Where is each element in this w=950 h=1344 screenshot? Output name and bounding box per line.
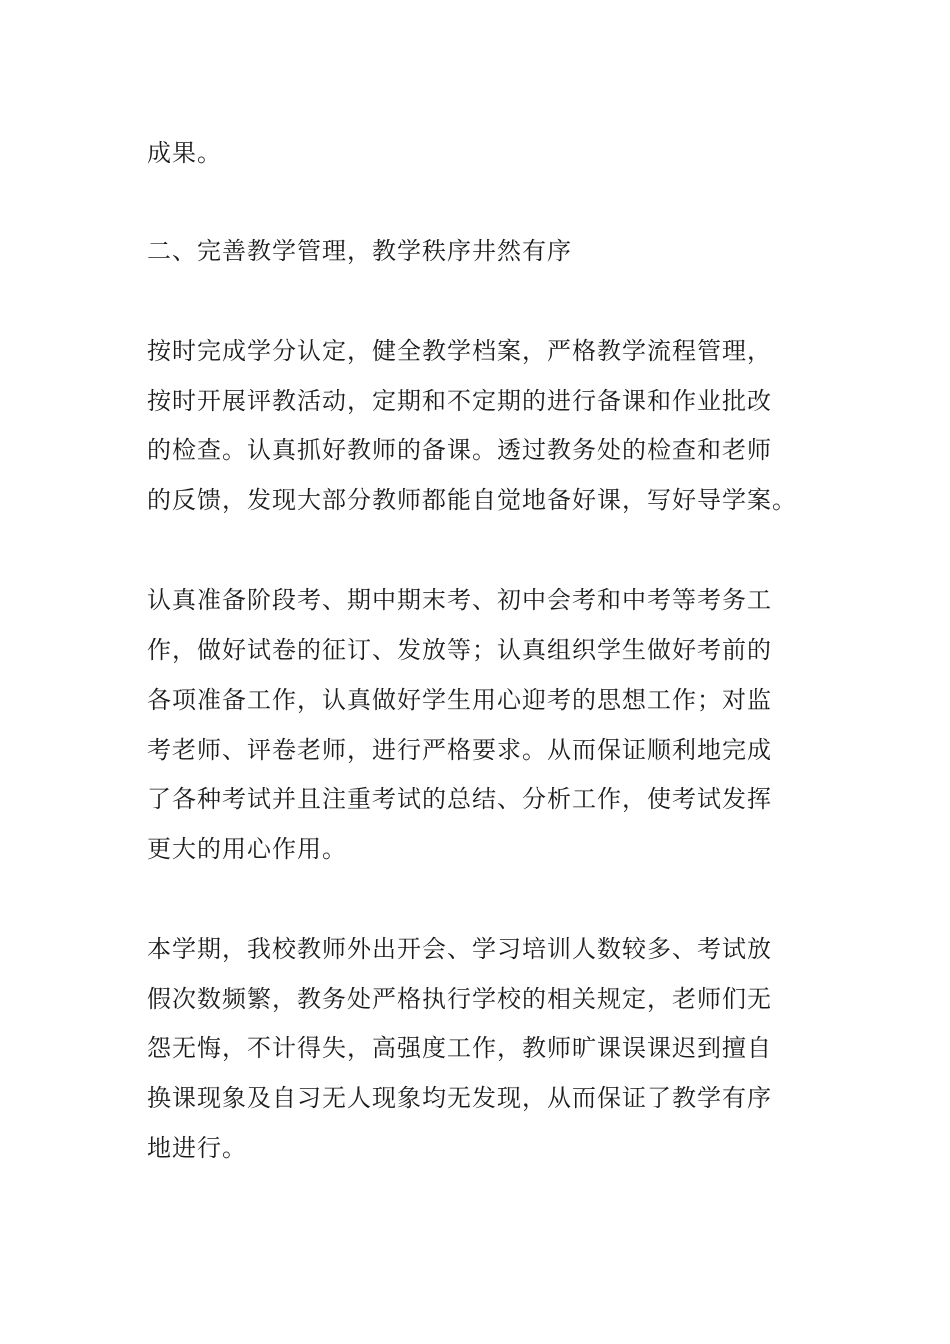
section-heading: 二、完善教学管理，教学秩序井然有序 [147, 237, 572, 265]
paragraph-line: 了各种考试并且注重考试的总结、分析工作，使考试发挥 [147, 785, 772, 813]
paragraph-line: 的反馈，发现大部分教师都能自觉地备好课，写好导学案。 [147, 486, 797, 514]
paragraph-line: 本学期，我校教师外出开会、学习培训人数较多、考试放 [147, 935, 772, 963]
paragraph-line: 考老师、评卷老师，进行严格要求。从而保证顺利地完成 [147, 736, 772, 764]
paragraph-line: 怨无悔，不计得失，高强度工作，教师旷课误课迟到擅自 [147, 1034, 772, 1062]
paragraph-line: 地进行。 [147, 1134, 247, 1162]
paragraph-line: 换课现象及自习无人现象均无发现，从而保证了教学有序 [147, 1084, 772, 1112]
paragraph-line: 按时完成学分认定，健全教学档案，严格教学流程管理， [147, 337, 772, 365]
paragraph-line: 假次数频繁，教务处严格执行学校的相关规定，老师们无 [147, 985, 772, 1013]
paragraph-line: 认真准备阶段考、期中期末考、初中会考和中考等考务工 [147, 586, 772, 614]
paragraph-line: 的检查。认真抓好教师的备课。透过教务处的检查和老师 [147, 436, 772, 464]
paragraph-line: 作，做好试卷的征订、发放等；认真组织学生做好考前的 [147, 636, 772, 664]
paragraph-line: 各项准备工作，认真做好学生用心迎考的思想工作；对监 [147, 686, 772, 714]
paragraph-line: 按时开展评教活动，定期和不定期的进行备课和作业批改 [147, 387, 772, 415]
paragraph-line: 更大的用心作用。 [147, 835, 347, 863]
paragraph-line: 成果。 [147, 139, 222, 167]
